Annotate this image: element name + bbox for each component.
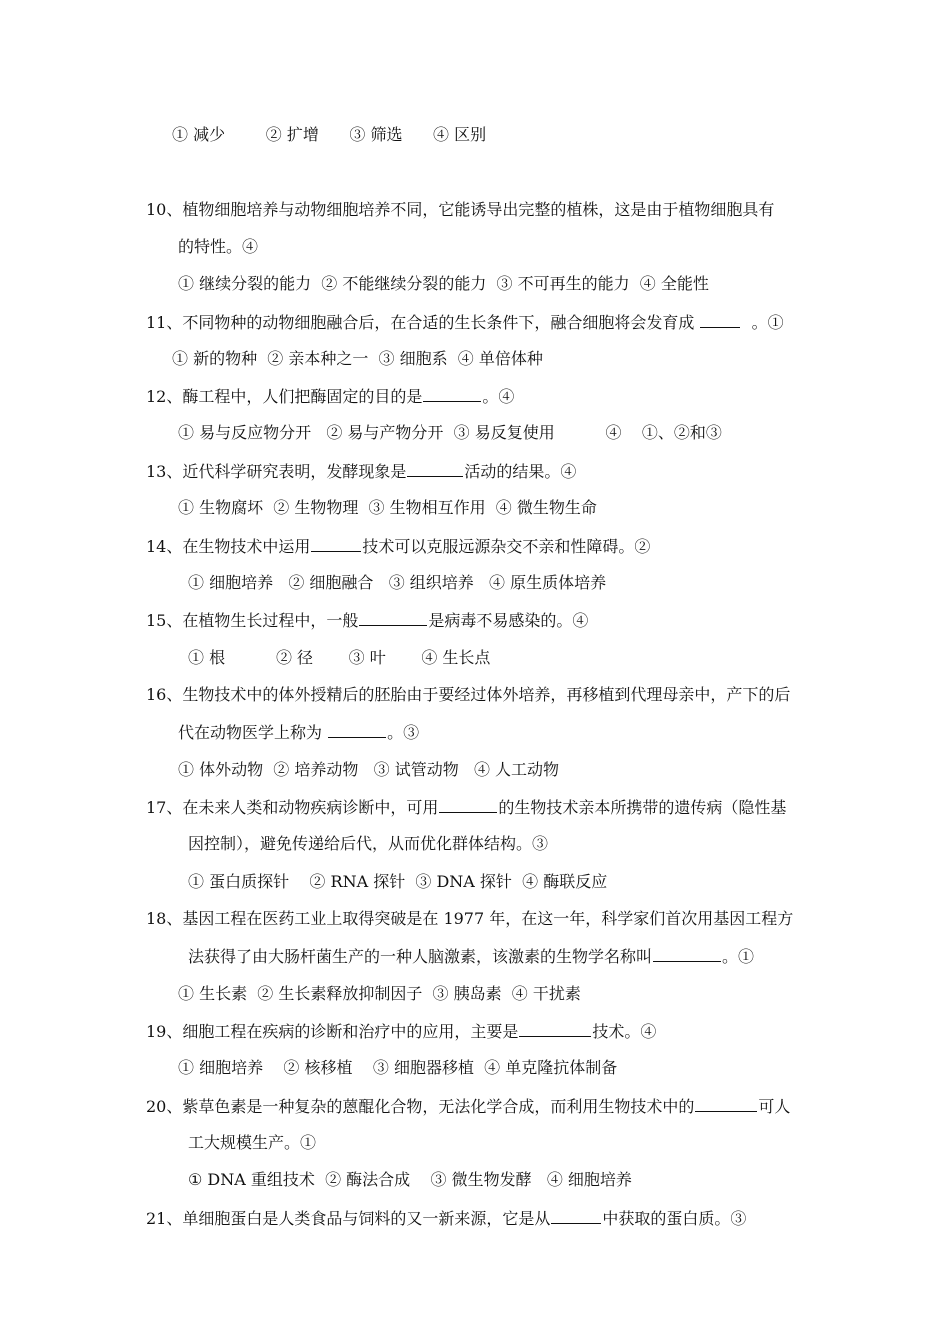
question-16: 16、生物技术中的体外授精后的胚胎由于要经过体外培养，再移植到代理母亲中，产下的后 <box>146 685 791 704</box>
answer-blank <box>551 1207 601 1224</box>
question-20 <box>146 1095 790 1118</box>
options-q20: ① DNA 重组技术 ② 酶法合成 ③ 微生物发酵 ④ 细胞培养 <box>188 1170 632 1189</box>
answer-blank <box>519 1020 591 1037</box>
question-13-tail: 活动的结果。④ <box>464 462 577 481</box>
question-16-cont-text: 代在动物医学上称为 <box>178 723 328 742</box>
question-16-tail: 。③ <box>387 723 420 742</box>
question-13-text: 13、近代科学研究表明，发酵现象是 <box>146 462 407 481</box>
question-17-text: 17、在未来人类和动物疾病诊断中，可用 <box>146 798 439 817</box>
options-q15: ① 根 ② 径 ③ 叶 ④ 生长点 <box>188 648 491 667</box>
question-18-continuation <box>188 945 754 968</box>
question-18: 18、基因工程在医药工业上取得突破是在 1977 年，在这一年，科学家们首次用基因工程方 <box>146 909 794 928</box>
question-11-tail: 。① <box>741 313 784 332</box>
question-11-text: 11、不同物种的动物细胞融合后，在合适的生长条件下，融合细胞将会发育成 <box>146 313 700 332</box>
answer-blank <box>311 535 361 552</box>
options-q14: ① 细胞培养 ② 细胞融合 ③ 组织培养 ④ 原生质体培养 <box>188 573 607 592</box>
answer-blank <box>328 721 386 738</box>
options-q19: ① 细胞培养 ② 核移植 ③ 细胞器移植 ④ 单克隆抗体制备 <box>178 1058 618 1077</box>
options-q10: ① 继续分裂的能力 ② 不能继续分裂的能力 ③ 不可再生的能力 ④ 全能性 <box>178 274 709 293</box>
options-q12: ① 易与反应物分开 ② 易与产物分开 ③ 易反复使用 ④ ①、②和③ <box>178 423 722 442</box>
question-19 <box>146 1020 656 1043</box>
question-11 <box>146 311 784 334</box>
answer-blank <box>653 945 721 962</box>
question-12-text: 12、酶工程中，人们把酶固定的目的是 <box>146 387 423 406</box>
answer-blank <box>439 796 497 813</box>
question-10-continuation: 的特性。④ <box>178 237 259 256</box>
question-17 <box>146 796 786 819</box>
question-20-text: 20、紫草色素是一种复杂的蒽醌化合物，无法化学合成，而利用生物技术中的 <box>146 1097 695 1116</box>
answer-blank <box>695 1095 757 1112</box>
question-15 <box>146 609 588 632</box>
answer-blank <box>407 460 463 477</box>
options-q18: ① 生长素 ② 生长素释放抑制因子 ③ 胰岛素 ④ 干扰素 <box>178 984 581 1003</box>
question-20-tail: 可人 <box>758 1097 791 1116</box>
options-q11: ① 新的物种 ② 亲本种之一 ③ 细胞系 ④ 单倍体种 <box>172 349 543 368</box>
options-q17: ① 蛋白质探针 ② RNA 探针 ③ DNA 探针 ④ 酶联反应 <box>188 872 608 891</box>
question-21-tail: 中获取的蛋白质。③ <box>602 1209 747 1228</box>
question-10: 10、植物细胞培养与动物细胞培养不同，它能诱导出完整的植株，这是由于植物细胞具有 <box>146 200 775 219</box>
question-17-tail: 的生物技术亲本所携带的遗传病（隐性基 <box>498 798 787 817</box>
question-13 <box>146 460 576 483</box>
question-12-tail: 。④ <box>482 387 515 406</box>
question-21 <box>146 1207 746 1230</box>
question-19-tail: 技术。④ <box>592 1022 657 1041</box>
question-17-continuation: 因控制），避免传递给后代，从而优化群体结构。③ <box>188 834 549 853</box>
question-12 <box>146 385 514 408</box>
question-14 <box>146 535 650 558</box>
question-21-text: 21、单细胞蛋白是人类食品与饲料的又一新来源，它是从 <box>146 1209 551 1228</box>
options-q9: ① 减少 ② 扩增 ③ 筛选 ④ 区别 <box>172 125 487 144</box>
question-19-text: 19、细胞工程在疾病的诊断和治疗中的应用，主要是 <box>146 1022 519 1041</box>
answer-blank <box>359 609 427 626</box>
answer-blank <box>423 385 481 402</box>
question-14-tail: 技术可以克服远源杂交不亲和性障碍。② <box>362 537 651 556</box>
answer-blank <box>700 311 740 328</box>
question-20-continuation: 工大规模生产。① <box>188 1133 317 1152</box>
options-q16: ① 体外动物 ② 培养动物 ③ 试管动物 ④ 人工动物 <box>178 760 560 779</box>
options-q13: ① 生物腐坏 ② 生物物理 ③ 生物相互作用 ④ 微生物生命 <box>178 498 597 517</box>
question-18-cont-text: 法获得了由大肠杆菌生产的一种人脑激素，该激素的生物学名称叫 <box>188 947 653 966</box>
question-16-continuation <box>178 721 419 744</box>
question-15-text: 15、在植物生长过程中，一般 <box>146 611 359 630</box>
question-15-tail: 是病毒不易感染的。④ <box>428 611 589 630</box>
question-14-text: 14、在生物技术中运用 <box>146 537 311 556</box>
question-18-tail: 。① <box>722 947 755 966</box>
